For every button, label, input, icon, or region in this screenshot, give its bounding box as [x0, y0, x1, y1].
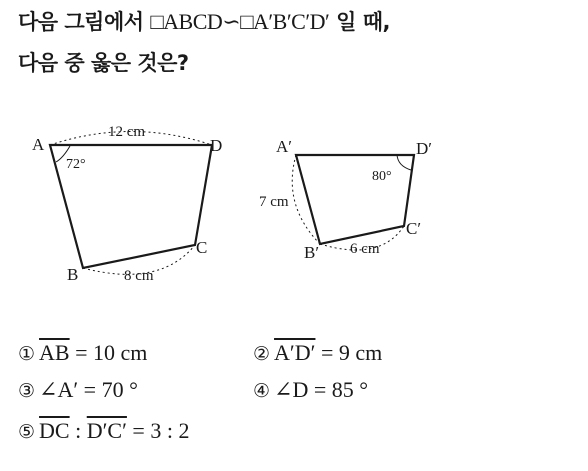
- question-math: □ABCD∽□A′B′C′D′: [150, 9, 330, 34]
- label-A: A: [32, 135, 45, 154]
- choice-5-segment-1: $\overline{DC}$: [39, 418, 70, 443]
- quadrilateral-abcd: [32, 124, 222, 284]
- label-angle-a: 72°: [66, 157, 86, 172]
- label-D: D: [210, 136, 223, 155]
- choice-3-number: ③: [18, 380, 36, 402]
- label-C: C: [196, 238, 208, 257]
- label-angle-d-prime: 80°: [372, 169, 392, 184]
- choice-1-segment: $\overline{AB}$: [39, 340, 70, 365]
- question-line-2: 다음 중 옳은 것은?: [18, 51, 189, 75]
- choice-3[interactable]: [18, 377, 138, 403]
- question-line-1: [18, 6, 390, 36]
- label-side-ad: 12 cm: [108, 124, 146, 140]
- similar-quadrilaterals-figure: [0, 110, 588, 295]
- choice-4-text: ∠D = 85 °: [274, 377, 369, 402]
- choice-5[interactable]: [18, 418, 189, 444]
- choice-1[interactable]: [18, 340, 147, 366]
- choice-5-separator: :: [69, 418, 87, 443]
- label-side-a-b-prime: 7 cm: [259, 194, 289, 210]
- choice-1-number: ①: [18, 343, 36, 365]
- label-side-b-c-prime: 6 cm: [350, 241, 380, 257]
- choice-5-ratio: = 3 : 2: [126, 418, 190, 443]
- angle-arc-d-prime: [397, 155, 411, 170]
- question-text-b: 일 때,: [329, 10, 391, 34]
- choice-4[interactable]: [253, 377, 368, 403]
- question-text-a: 다음 그림에서: [18, 10, 151, 34]
- choice-1-value: = 10 cm: [69, 340, 148, 365]
- label-D-prime: D′: [416, 139, 432, 158]
- label-B: B: [67, 265, 79, 284]
- choice-2-value: = 9 cm: [315, 340, 383, 365]
- label-C-prime: C′: [406, 219, 422, 238]
- choice-2-number: ②: [253, 343, 271, 365]
- choice-2[interactable]: [253, 340, 382, 366]
- choice-5-number: ⑤: [18, 421, 36, 443]
- quadrilateral-abcd-prime: [259, 137, 432, 262]
- label-B-prime: B′: [304, 243, 320, 262]
- choice-3-text: ∠A′ = 70 °: [39, 377, 138, 402]
- label-side-bc: 8 cm: [124, 268, 154, 284]
- choice-5-segment-2: D′C′: [86, 418, 127, 443]
- quad-abcd-prime-shape: [296, 155, 414, 244]
- label-A-prime: A′: [276, 137, 292, 156]
- choice-4-number: ④: [253, 380, 271, 402]
- choice-2-segment: A′D′: [274, 340, 316, 365]
